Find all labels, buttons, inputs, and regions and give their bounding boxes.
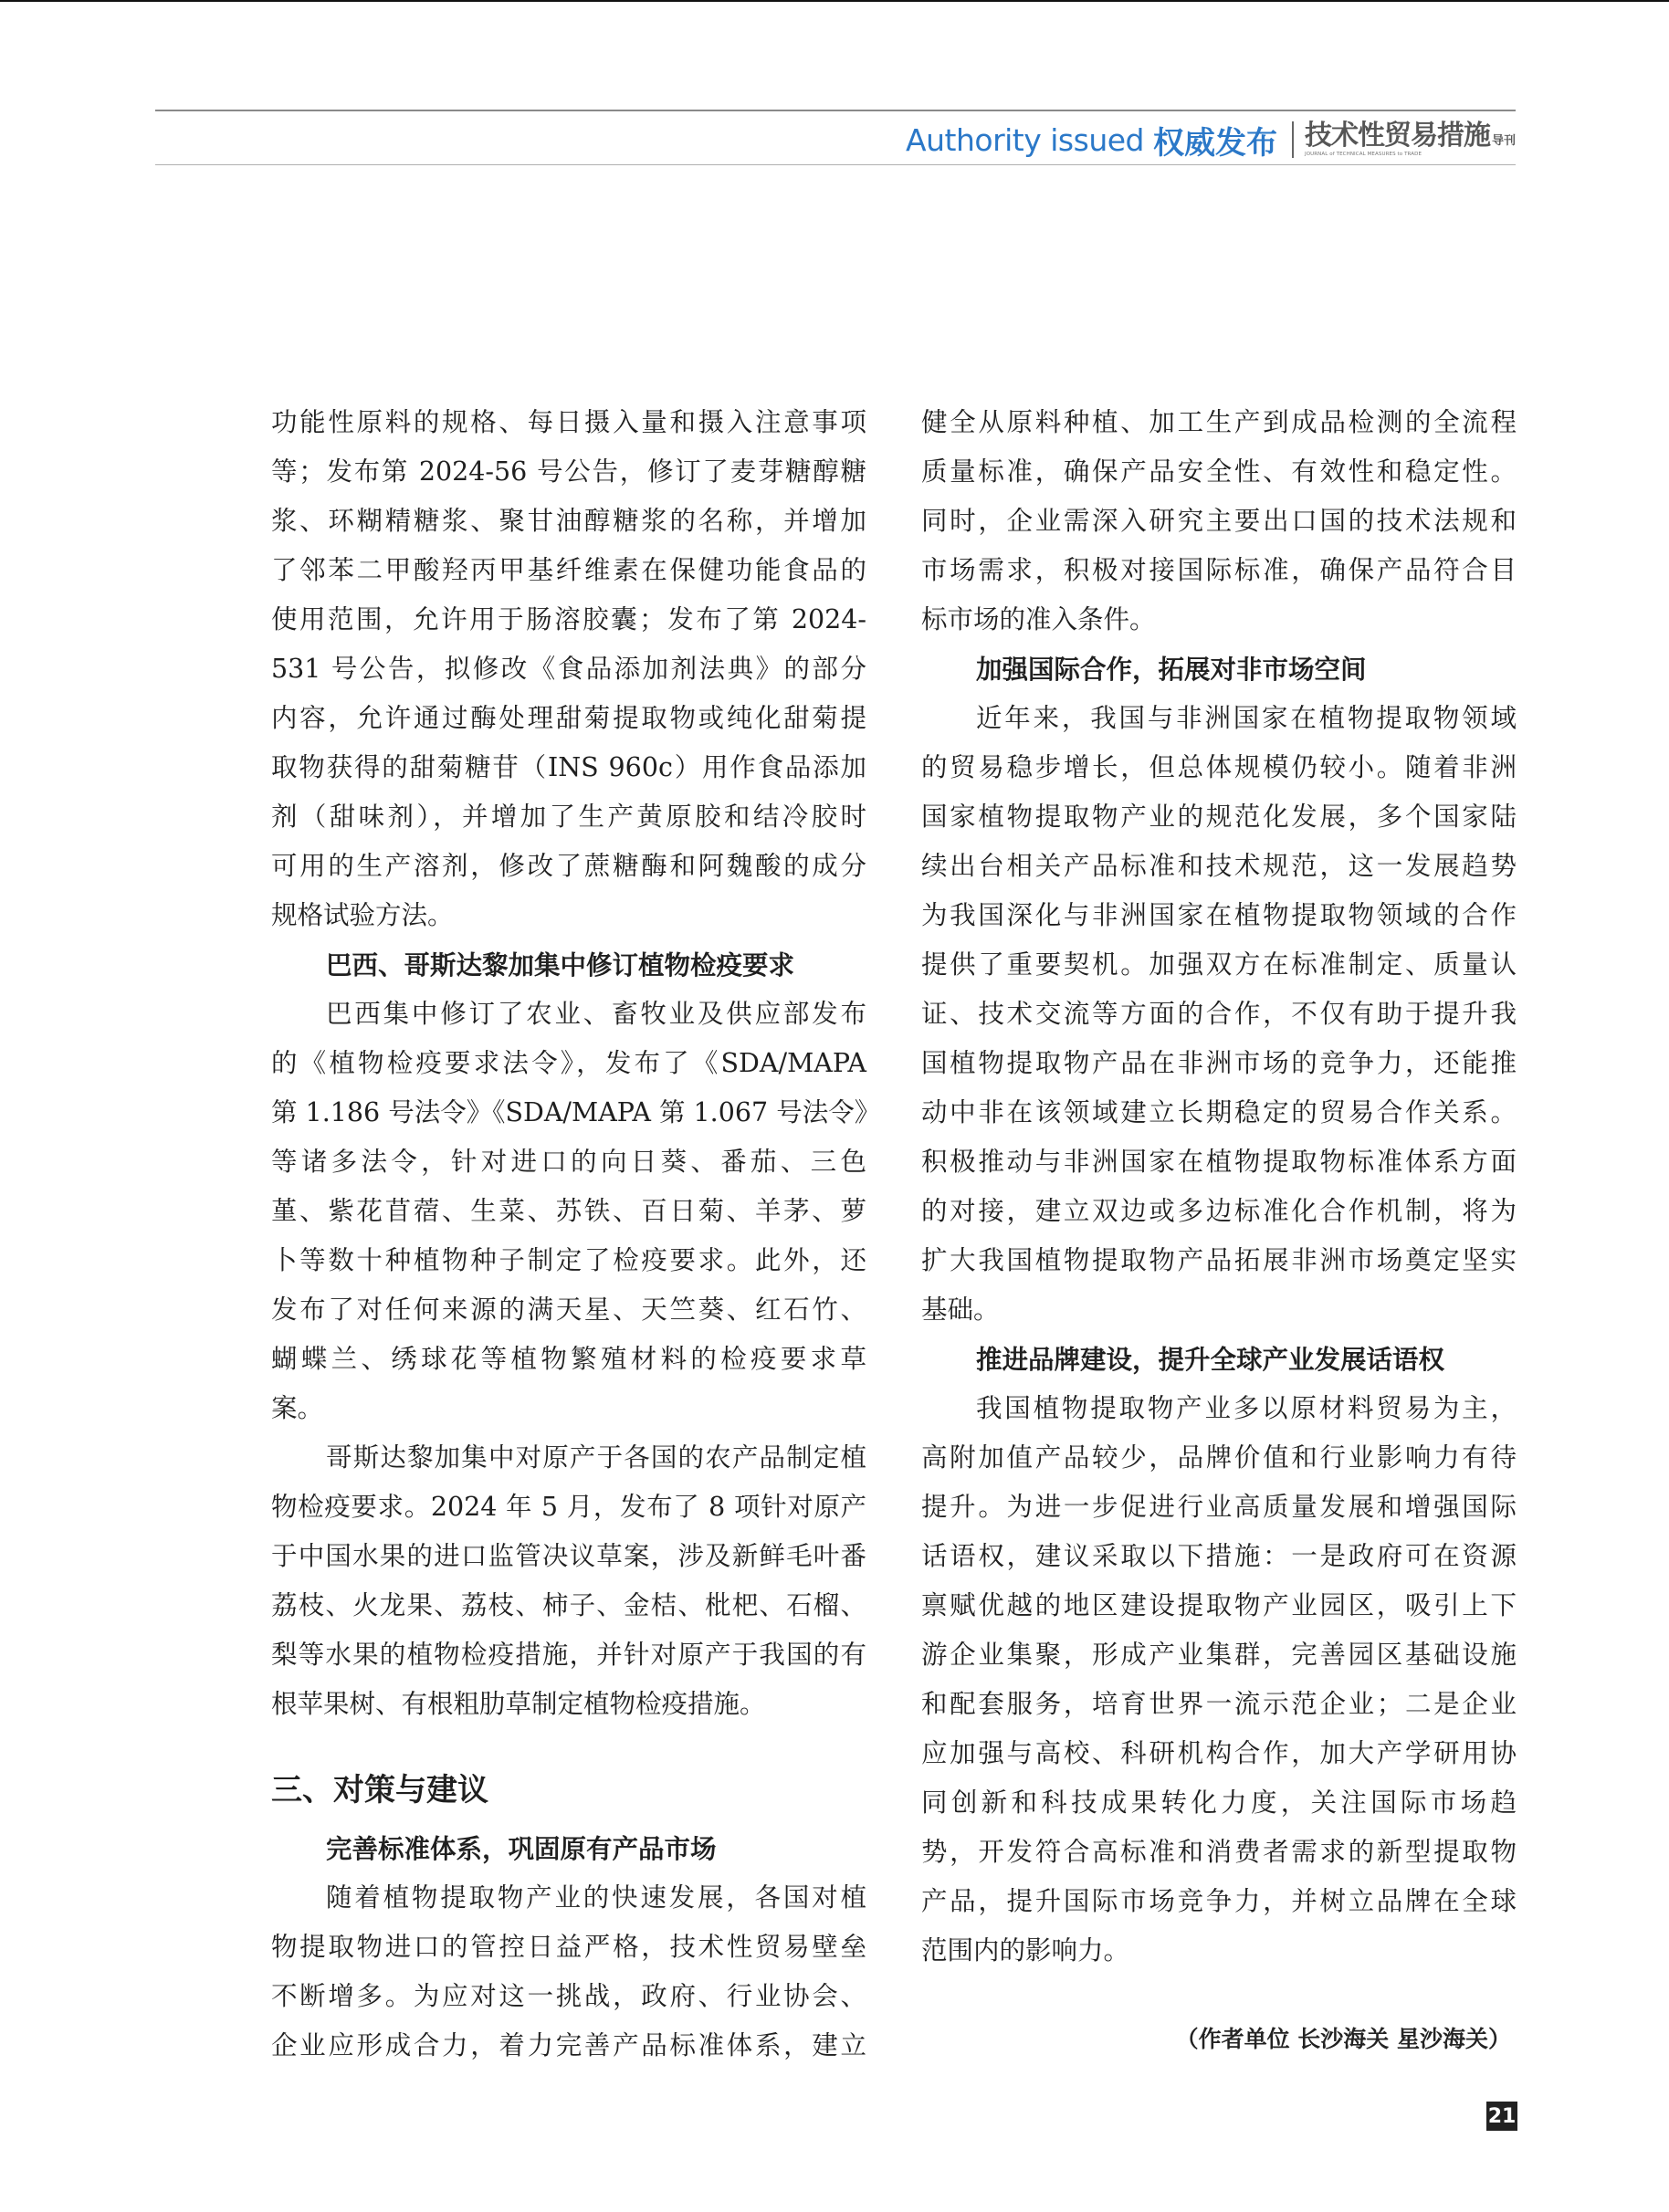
text-line: 质量标准，确保产品安全性、有效性和稳定性。 [921, 456, 1517, 487]
text-line: 随着植物提取物产业的快速发展，各国对植 [326, 1882, 866, 1913]
text-line: 案。 [271, 1393, 324, 1423]
text-line: 取物获得的甜菊糖苷（INS 960c）用作食品添加 [271, 752, 866, 782]
subheading-brand-building: 推进品牌建设，提升全球产业发展话语权 [976, 1344, 1445, 1375]
text-line: 产品，提升国际市场竞争力，并树立品牌在全球 [921, 1886, 1517, 1916]
subheading-international-cooperation: 加强国际合作，拓展对非市场空间 [976, 654, 1367, 685]
text-line: 同创新和科技成果转化力度，关注国际市场趋 [921, 1787, 1517, 1818]
paragraph-standards [271, 1873, 866, 2070]
header-separator [1292, 121, 1294, 158]
journal-logo [1304, 119, 1516, 158]
paragraph-regulations-cont [271, 398, 866, 940]
text-line: 浆、环糊精糖浆、聚甘油醇糖浆的名称，并增加 [271, 506, 866, 536]
text-line: 于中国水果的进口监管决议草案，涉及新鲜毛叶番 [271, 1541, 866, 1571]
text-line: 势，开发符合高标准和消费者需求的新型提取物 [921, 1837, 1517, 1867]
page-top-border [0, 0, 1669, 2]
text-line: 的《植物检疫要求法令》，发布了《SDA/MAPA [271, 1048, 866, 1078]
page-number: 21 [1486, 2102, 1517, 2131]
text-line: 了邻苯二甲酸羟丙甲基纤维素在保健功能食品的 [271, 555, 866, 585]
paragraph-brand [921, 1384, 1517, 1976]
text-line: 高附加值产品较少，品牌价值和行业影响力有待 [921, 1442, 1517, 1473]
text-line: 同时，企业需深入研究主要出口国的技术法规和 [921, 506, 1517, 536]
text-line: 规格试验方法。 [271, 900, 454, 930]
text-line: 可用的生产溶剂，修改了蔗糖酶和阿魏酸的成分 [271, 851, 866, 881]
text-line: 第 1.186 号法令》《SDA/MAPA 第 1.067 号法令》 [271, 1097, 881, 1127]
text-line: 国家植物提取物产业的规范化发展，多个国家陆 [921, 802, 1517, 832]
author-affiliation: （作者单位 长沙海关 星沙海关） [1175, 2026, 1511, 2052]
subheading-brazil-costa-rica: 巴西、哥斯达黎加集中修订植物检疫要求 [326, 949, 795, 980]
text-line: 等诸多法令，针对进口的向日葵、番茄、三色 [271, 1147, 866, 1177]
text-line: 为我国深化与非洲国家在植物提取物领域的合作 [921, 900, 1517, 930]
text-line: 531 号公告，拟修改《食品添加剂法典》的部分 [271, 654, 866, 684]
text-line: 提供了重要契机。加强双方在标准制定、质量认 [921, 949, 1517, 980]
text-line: 标市场的准入条件。 [921, 604, 1156, 634]
text-line: 扩大我国植物提取物产品拓展非洲市场奠定坚实 [921, 1245, 1517, 1275]
text-line: 根苹果树、有根粗肋草制定植物检疫措施。 [271, 1689, 766, 1719]
text-line: 的对接，建立双边或多边标准化合作机制，将为 [921, 1196, 1517, 1226]
text-line: 蝴蝶兰、绣球花等植物繁殖材料的检疫要求草 [271, 1344, 866, 1374]
running-header [906, 117, 1516, 162]
text-line: 卜等数十种植物种子制定了检疫要求。此外，还 [271, 1245, 866, 1275]
text-line: 积极推动与非洲国家在植物提取物标准体系方面 [921, 1147, 1517, 1177]
section-heading: 三、对策与建议 [271, 1772, 488, 1808]
text-line: 剂（甜味剂），并增加了生产黄原胶和结冷胶时 [271, 802, 866, 832]
header-bottom-rule [155, 164, 1516, 165]
paragraph-costa-rica [271, 1433, 866, 1729]
journal-name: 技术性贸易措施 [1304, 119, 1490, 152]
paragraph-standards-cont [921, 398, 1517, 645]
text-line: 健全从原料种植、加工生产到成品检测的全流程 [921, 407, 1517, 437]
text-line: 提升。为进一步促进行业高质量发展和增强国际 [921, 1492, 1517, 1522]
text-line: 企业应形成合力，着力完善产品标准体系，建立 [271, 2030, 866, 2060]
header-title-en: Authority issued [906, 121, 1144, 158]
text-line: 物检疫要求。2024 年 5 月，发布了 8 项针对原产 [271, 1492, 866, 1522]
text-line: 内容，允许通过酶处理甜菊提取物或纯化甜菊提 [271, 703, 866, 733]
text-line: 国植物提取物产品在非洲市场的竞争力，还能推 [921, 1048, 1517, 1078]
paragraph-africa [921, 694, 1517, 1335]
text-line: 话语权，建议采取以下措施：一是政府可在资源 [921, 1541, 1517, 1571]
text-line: 堇、紫花苜蓿、生菜、苏铁、百日菊、羊茅、萝 [271, 1196, 866, 1226]
text-line: 续出台相关产品标准和技术规范，这一发展趋势 [921, 851, 1517, 881]
text-line: 使用范围，允许用于肠溶胶囊；发布了第 2024- [271, 604, 866, 634]
text-line: 荔枝、火龙果、荔枝、柿子、金桔、枇杷、石榴、 [271, 1590, 866, 1620]
header-top-rule [155, 110, 1516, 111]
journal-name-en: JOURNAL of TECHNICAL MEASURES to TRADE [1304, 151, 1422, 157]
header-title-cn: 权威发布 [1152, 124, 1277, 162]
text-line: 近年来，我国与非洲国家在植物提取物领域 [976, 703, 1517, 733]
text-line: 我国植物提取物产业多以原材料贸易为主， [976, 1393, 1517, 1423]
text-line: 证、技术交流等方面的合作，不仅有助于提升我 [921, 999, 1517, 1029]
text-line: 巴西集中修订了农业、畜牧业及供应部发布 [326, 999, 866, 1029]
text-line: 发布了对任何来源的满天星、天竺葵、红石竹、 [271, 1295, 866, 1325]
subheading-standards: 完善标准体系，巩固原有产品市场 [326, 1833, 717, 1864]
text-line: 游企业集聚，形成产业集群，完善园区基础设施 [921, 1640, 1517, 1670]
text-line: 禀赋优越的地区建设提取物产业园区，吸引上下 [921, 1590, 1517, 1620]
text-line: 范围内的影响力。 [921, 1935, 1130, 1966]
journal-suffix: 导刊 [1491, 133, 1516, 148]
text-line: 的贸易稳步增长，但总体规模仍较小。随着非洲 [921, 752, 1517, 782]
text-line: 应加强与高校、科研机构合作，加大产学研用协 [921, 1738, 1517, 1768]
text-line: 基础。 [921, 1295, 1000, 1325]
text-line: 等；发布第 2024-56 号公告，修订了麦芽糖醇糖 [271, 456, 866, 487]
paragraph-brazil [271, 990, 881, 1433]
text-line: 和配套服务，培育世界一流示范企业；二是企业 [921, 1689, 1517, 1719]
text-line: 市场需求，积极对接国际标准，确保产品符合目 [921, 555, 1517, 585]
text-line: 不断增多。为应对这一挑战，政府、行业协会、 [271, 1981, 866, 2011]
text-line: 梨等水果的植物检疫措施，并针对原产于我国的有 [271, 1640, 866, 1670]
text-line: 动中非在该领域建立长期稳定的贸易合作关系。 [921, 1097, 1517, 1127]
right-column [921, 398, 1517, 1976]
left-column [271, 398, 881, 2070]
text-line: 功能性原料的规格、每日摄入量和摄入注意事项 [271, 407, 866, 437]
text-line: 哥斯达黎加集中对原产于各国的农产品制定植 [326, 1442, 866, 1473]
text-line: 物提取物进口的管控日益严格，技术性贸易壁垒 [271, 1932, 866, 1962]
